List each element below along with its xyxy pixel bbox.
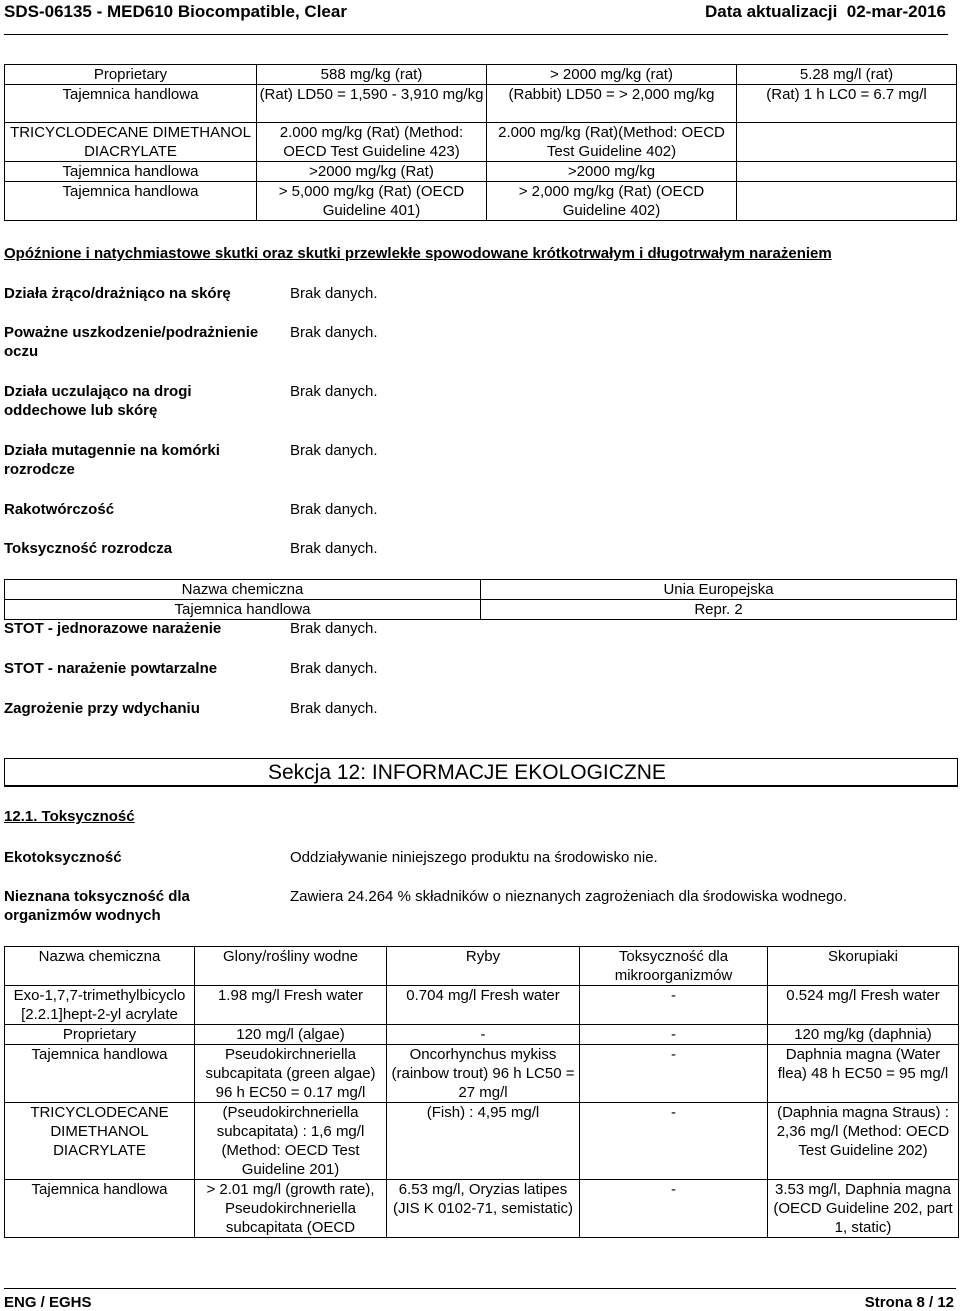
skin-corrosion-value: Brak danych. bbox=[290, 285, 378, 302]
unknown-aquatic-value: Zawiera 24.264 % składników o nieznanych zagrożeniach dla środowiska wodnego. bbox=[290, 888, 847, 905]
ecotoxicity-label: Ekotoksyczność bbox=[4, 849, 122, 866]
table-cell: - bbox=[387, 1025, 580, 1045]
ecotoxicity-value: Oddziaływanie niniejszego produktu na środowisko nie. bbox=[290, 849, 658, 866]
carcinogenicity-value: Brak danych. bbox=[290, 501, 378, 518]
table-cell: Tajemnica handlowa bbox=[5, 1045, 195, 1103]
table-cell: Proprietary bbox=[5, 65, 257, 85]
table-row bbox=[5, 65, 957, 85]
ecotoxicity-table bbox=[4, 946, 959, 1238]
table-cell: > 2,000 mg/kg (Rat) (OECD Guideline 402) bbox=[487, 182, 737, 221]
table-row bbox=[5, 182, 957, 221]
revision-label: Data aktualizacji bbox=[705, 2, 838, 21]
table-cell: Oncorhynchus mykiss (rainbow trout) 96 h LC50 = 27 mg/l bbox=[387, 1045, 580, 1103]
table-cell: 5.28 mg/l (rat) bbox=[737, 65, 957, 85]
document-header bbox=[4, 0, 956, 26]
table-header-cell: Glony/rośliny wodne bbox=[195, 947, 387, 986]
footer-language: ENG / EGHS bbox=[4, 1294, 92, 1311]
table-row bbox=[5, 123, 957, 162]
table-row bbox=[5, 1180, 959, 1238]
table-cell bbox=[737, 123, 957, 162]
table-cell: 6.53 mg/l, Oryzias latipes (JIS K 0102-71, semistatic) bbox=[387, 1180, 580, 1238]
mutagenicity-value: Brak danych. bbox=[290, 442, 378, 459]
header-divider bbox=[4, 34, 948, 35]
table-cell: > 2000 mg/kg (rat) bbox=[487, 65, 737, 85]
table-cell: Tajemnica handlowa bbox=[5, 600, 481, 620]
table-cell: Tajemnica handlowa bbox=[5, 182, 257, 221]
table-cell: - bbox=[580, 1045, 768, 1103]
table-row bbox=[5, 1025, 959, 1045]
table-row bbox=[5, 986, 959, 1025]
table-cell: TRICYCLODECANE DIMETHANOL DIACRYLATE bbox=[5, 1103, 195, 1180]
aspiration-hazard-label: Zagrożenie przy wdychaniu bbox=[4, 700, 200, 717]
table-cell: (Pseudokirchneriella subcapitata) : 1,6 mg/l (Method: OECD Test Guideline 201) bbox=[195, 1103, 387, 1180]
table-row bbox=[5, 1103, 959, 1180]
table-cell: >2000 mg/kg (Rat) bbox=[257, 162, 487, 182]
carcinogenicity-label: Rakotwórczość bbox=[4, 501, 115, 518]
table-cell: - bbox=[580, 1103, 768, 1180]
table-cell: (Rat) 1 h LC0 = 6.7 mg/l bbox=[737, 85, 957, 123]
stot-repeated-label: STOT - narażenie powtarzalne bbox=[4, 660, 218, 677]
table-cell: (Rabbit) LD50 = > 2,000 mg/kg bbox=[487, 85, 737, 123]
document-id: SDS-06135 - MED610 Biocompatible, Clear bbox=[4, 2, 347, 21]
table-header-row bbox=[5, 947, 959, 986]
table-cell: (Rat) LD50 = 1,590 - 3,910 mg/kg bbox=[257, 85, 487, 123]
table-cell: (Daphnia magna Straus) : 2,36 mg/l (Method: OECD Test Guideline 202) bbox=[768, 1103, 959, 1180]
table-cell: 0.524 mg/l Fresh water bbox=[768, 986, 959, 1025]
table-header-row bbox=[5, 580, 957, 600]
table-cell: 120 mg/kg (daphnia) bbox=[768, 1025, 959, 1045]
table-cell: - bbox=[580, 1180, 768, 1238]
table-cell: Daphnia magna (Water flea) 48 h EC50 = 95 mg/l bbox=[768, 1045, 959, 1103]
table-cell: > 2.01 mg/l (growth rate), Pseudokirchneriella subcapitata (OECD bbox=[195, 1180, 387, 1238]
table-header-cell: Nazwa chemiczna bbox=[5, 947, 195, 986]
eye-damage-label: Poważne uszkodzenie/podrażnienie oczu bbox=[4, 324, 259, 360]
table-cell: TRICYCLODECANE DIMETHANOL DIACRYLATE bbox=[5, 123, 257, 162]
mutagenicity-label: Działa mutagennie na komórki rozrodcze bbox=[4, 442, 220, 478]
table-cell: - bbox=[580, 986, 768, 1025]
reproductive-toxicity-label: Toksyczność rozrodcza bbox=[4, 540, 173, 557]
table-cell: Tajemnica handlowa bbox=[5, 1180, 195, 1238]
eye-damage-value: Brak danych. bbox=[290, 324, 378, 341]
table-cell: 2.000 mg/kg (Rat)(Method: OECD Test Guideline 402) bbox=[487, 123, 737, 162]
aspiration-hazard-value: Brak danych. bbox=[290, 700, 378, 717]
revision-date bbox=[705, 2, 946, 22]
sensitization-label: Działa uczulająco na drogi oddechowe lub skórę bbox=[4, 383, 192, 419]
table-header-cell: Nazwa chemiczna bbox=[5, 580, 481, 600]
table-cell: > 5,000 mg/kg (Rat) (OECD Guideline 401) bbox=[257, 182, 487, 221]
skin-corrosion-label: Działa żrąco/drażniąco na skórę bbox=[4, 285, 231, 302]
delayed-effects-title: Opóźnione i natychmiastowe skutki oraz skutki przewlekłe spowodowane krótkotrwałym i długotrwałym narażeniem bbox=[4, 245, 832, 262]
acute-toxicity-table bbox=[4, 64, 957, 221]
table-cell: Tajemnica handlowa bbox=[5, 162, 257, 182]
table-row bbox=[5, 1045, 959, 1103]
table-cell: 588 mg/kg (rat) bbox=[257, 65, 487, 85]
table-row bbox=[5, 85, 957, 123]
unknown-aquatic-label: Nieznana toksyczność dla organizmów wodnych bbox=[4, 888, 190, 924]
toxicity-subtitle: 12.1. Toksyczność bbox=[4, 808, 135, 825]
table-cell: 1.98 mg/l Fresh water bbox=[195, 986, 387, 1025]
table-cell: Proprietary bbox=[5, 1025, 195, 1045]
table-cell: Exo-1,7,7-trimethylbicyclo[2.2.1]hept-2-yl acrylate bbox=[5, 986, 195, 1025]
revision-value: 02-mar-2016 bbox=[846, 2, 946, 21]
table-cell: (Fish) : 4,95 mg/l bbox=[387, 1103, 580, 1180]
stot-single-label: STOT - jednorazowe narażenie bbox=[4, 620, 222, 637]
table-cell: Pseudokirchneriella subcapitata (green algae) 96 h EC50 = 0.17 mg/l bbox=[195, 1045, 387, 1103]
stot-repeated-value: Brak danych. bbox=[290, 660, 378, 677]
table-row bbox=[5, 162, 957, 182]
table-header-cell: Unia Europejska bbox=[481, 580, 957, 600]
table-cell: - bbox=[580, 1025, 768, 1045]
table-header-cell: Ryby bbox=[387, 947, 580, 986]
table-row bbox=[5, 600, 957, 620]
table-cell: Repr. 2 bbox=[481, 600, 957, 620]
table-cell: Tajemnica handlowa bbox=[5, 85, 257, 123]
table-cell: 0.704 mg/l Fresh water bbox=[387, 986, 580, 1025]
reproductive-toxicity-value: Brak danych. bbox=[290, 540, 378, 557]
eu-classification-table bbox=[4, 579, 957, 620]
table-cell: 120 mg/l (algae) bbox=[195, 1025, 387, 1045]
table-cell: >2000 mg/kg bbox=[487, 162, 737, 182]
table-header-cell: Toksyczność dla mikroorganizmów bbox=[580, 947, 768, 986]
table-cell bbox=[737, 182, 957, 221]
stot-single-value: Brak danych. bbox=[290, 620, 378, 637]
sensitization-value: Brak danych. bbox=[290, 383, 378, 400]
footer-divider bbox=[4, 1288, 956, 1289]
table-cell: 3.53 mg/l, Daphnia magna (OECD Guideline 202, part 1, static) bbox=[768, 1180, 959, 1238]
table-header-cell: Skorupiaki bbox=[768, 947, 959, 986]
table-cell bbox=[737, 162, 957, 182]
page-number: Strona 8 / 12 bbox=[864, 1294, 954, 1311]
section-12-title: Sekcja 12: INFORMACJE EKOLOGICZNE bbox=[268, 761, 666, 784]
table-cell: 2.000 mg/kg (Rat) (Method: OECD Test Guideline 423) bbox=[257, 123, 487, 162]
